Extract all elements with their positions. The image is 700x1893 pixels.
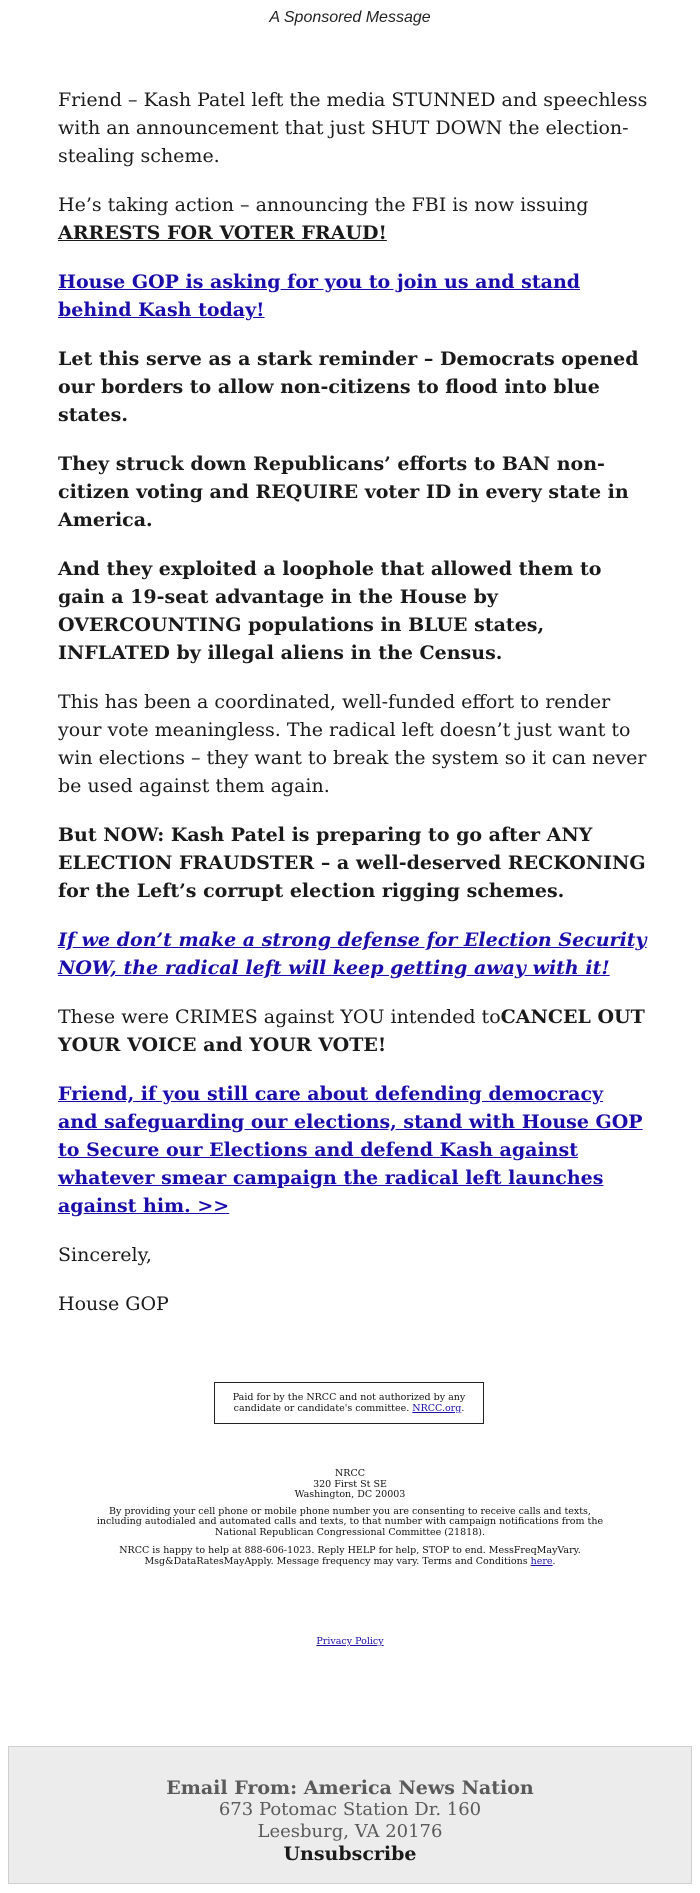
signature: House GOP [58,1293,169,1315]
nrcc-org-link[interactable]: NRCC.org [412,1403,462,1414]
sponsored-label: A Sponsored Message [269,9,431,26]
paragraph-voter-id [58,450,648,534]
paid-for-disclaimer [214,1382,484,1424]
street-address: 320 First St SE [313,1478,387,1490]
paragraph-census [58,555,648,667]
email-from: Email From: America News Nation [166,1777,534,1799]
join-house-gop-link[interactable]: House GOP is asking for you to join us and stand behind Kash today! [58,271,581,321]
cancel-out-text: CANCEL OUT YOUR VOICE and YOUR VOTE! [58,1006,645,1056]
crimes-text: These were CRIMES against YOU intended to [58,1006,501,1028]
paragraph-fbi-text: He’s taking action – announcing the FBI is now issuing [58,194,589,216]
email-body [58,86,648,1339]
unsubscribe-link[interactable]: Unsubscribe [283,1843,417,1865]
paragraph-coordinated: This has been a coordinated, well-funded effort to render your vote meaningless. The radical left doesn’t just want to win elections – they want to break the system so it can never be used against them again. [58,691,647,797]
help-end: . [552,1555,556,1567]
legal-footer [90,1469,610,1567]
sender-address-line2: Leesburg, VA 20176 [257,1821,443,1842]
disclaimer-end: . [461,1403,465,1414]
voter-id-text: They struck down Republicans’ efforts to BAN non-citizen voting and REQUIRE voter ID in every state in America. [58,453,629,531]
paragraph-intro: Friend – Kash Patel left the media STUNNED and speechless with an announcement that just SHUT DOWN the election-stealing scheme. [58,89,648,167]
nrcc-address [90,1469,610,1501]
paragraph-reckoning [58,821,648,905]
sender-address-line1: 673 Potomac Station Dr. 160 [218,1799,482,1820]
sms-consent-text: By providing your cell phone or mobile phone number you are consenting to receive calls and texts, including autodialed and automated calls and texts, to that number with campaign notifications from the National Republican Congressional Committee (21818). [96,1505,604,1538]
privacy-row [0,1636,700,1647]
reckoning-text: But NOW: Kash Patel is preparing to go after ANY ELECTION FRAUDSTER – a well-deserved RECKONING for the Left’s corrupt election rigging schemes. [58,824,646,902]
borders-text: Let this serve as a stark reminder – Democrats opened our borders to allow non-citizens to flood into blue states. [58,348,639,426]
paragraph-link1 [58,268,648,324]
paragraph-link2 [58,926,648,982]
stand-with-house-gop-link[interactable]: Friend, if you still care about defending democracy and safeguarding our elections, stand with House GOP to Secure our Elections and defend Kash against whatever smear campaign the radical left launches against him. >> [58,1083,643,1217]
paragraph-fbi [58,191,648,247]
help-text-block [90,1546,610,1567]
city-address: Washington, DC 20003 [294,1489,406,1500]
org-name: NRCC [334,1468,365,1479]
closing: Sincerely, [58,1244,152,1266]
help-text: NRCC is happy to help at 888-606-1023. Reply HELP for help, STOP to end. MessFreqMayVary. Msg&DataRatesMayApply. Message frequency may vary. Terms and Conditions [119,1545,581,1567]
paragraph-link3 [58,1080,648,1220]
disclaimer-text: Paid for by the NRCC and not authorized by any candidate or candidate's committee. [232,1392,466,1414]
census-text: And they exploited a loophole that allowed them to gain a 19-seat advantage in the House by OVERCOUNTING populations in BLUE states, INFLATED by illegal aliens in the Census. [58,558,602,664]
paragraph-crimes [58,1003,648,1059]
email-from-footer [8,1746,692,1884]
privacy-policy-link[interactable]: Privacy Policy [316,1636,384,1647]
paragraph-borders [58,345,648,429]
terms-here-link[interactable]: here [530,1555,553,1567]
election-security-link[interactable]: If we don’t make a strong defense for Election Security NOW, the radical left will keep getting away with it! [58,929,647,979]
arrests-headline: ARRESTS FOR VOTER FRAUD! [58,222,387,244]
